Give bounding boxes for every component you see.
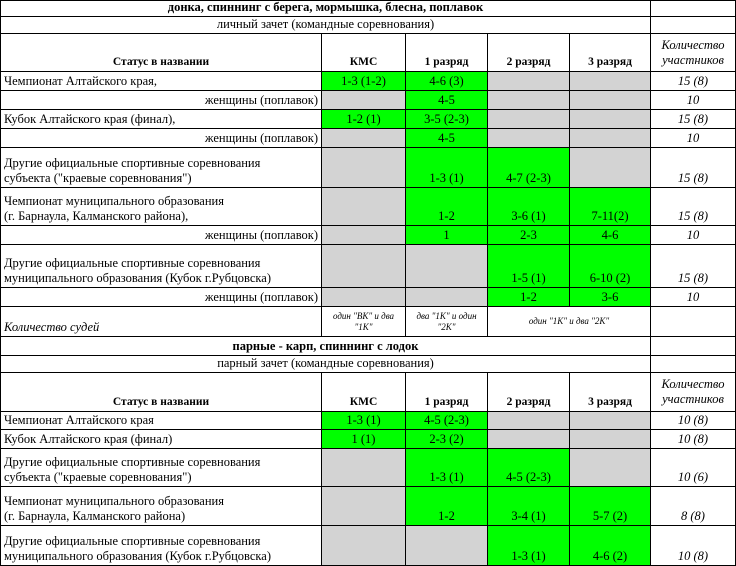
cell-rank3: [570, 148, 651, 188]
empty-cell: [651, 307, 736, 337]
cell-rank2: 3-4 (1): [488, 487, 570, 526]
cell-kms: [322, 288, 406, 307]
cell-rank3: 3-6: [570, 288, 651, 307]
row-name-line2: муниципального образования (Кубок г.Рубцовска): [4, 549, 271, 563]
cell-rank3: 6-10 (2): [570, 245, 651, 288]
cell-rank1: [406, 288, 488, 307]
cell-kms: [322, 129, 406, 148]
judges-kms: один "ВК" и два "1К": [322, 307, 406, 337]
cell-rank1: 4-6 (3): [406, 72, 488, 91]
cell-rank2: [488, 72, 570, 91]
row-name-line2: муниципального образования (Кубок г.Рубцовска): [4, 271, 271, 285]
table-row-name: женщины (поплавок): [0, 226, 322, 245]
cell-count: 10: [651, 288, 736, 307]
cell-count: 10: [651, 226, 736, 245]
row-name-line1: Другие официальные спортивные соревнования: [4, 256, 261, 270]
table-row-name: женщины (поплавок): [0, 129, 322, 148]
cell-rank1: 1-3 (1): [406, 148, 488, 188]
cell-rank2: 4-5 (2-3): [488, 449, 570, 487]
cell-kms: [322, 226, 406, 245]
cell-kms: [322, 148, 406, 188]
cell-rank2: [488, 110, 570, 129]
cell-count: 10 (8): [651, 526, 736, 566]
row-name-line2: (г. Барнаула, Калманского района): [4, 509, 186, 523]
cell-count: 10 (6): [651, 449, 736, 487]
cell-rank1: [406, 526, 488, 566]
cell-rank2: [488, 430, 570, 449]
cell-kms: [322, 91, 406, 110]
cell-kms: [322, 449, 406, 487]
header-participants: [651, 373, 736, 412]
cell-rank3: 4-6: [570, 226, 651, 245]
row-name-line1: Другие официальные спортивные соревнования: [4, 534, 261, 548]
empty-cell: [651, 337, 736, 356]
table-row-name: [0, 188, 322, 226]
cell-rank1: 4-5: [406, 129, 488, 148]
cell-rank1: 1-2: [406, 188, 488, 226]
section2-title: парные - карп, спиннинг с лодок: [0, 337, 651, 356]
cell-rank2: 1-2: [488, 288, 570, 307]
cell-rank1: 1-3 (1): [406, 449, 488, 487]
header-participants: [651, 34, 736, 72]
cell-kms: 1-3 (1-2): [322, 72, 406, 91]
header-rank3: 3 разряд: [570, 373, 651, 412]
cell-rank1: 3-5 (2-3): [406, 110, 488, 129]
cell-rank3: [570, 129, 651, 148]
cell-rank2: 4-7 (2-3): [488, 148, 570, 188]
row-name-line1: Чемпионат муниципального образования: [4, 194, 224, 208]
judges-rank1: два "1К" и один "2К": [406, 307, 488, 337]
cell-rank3: 7-11(2): [570, 188, 651, 226]
table-row-name: Кубок Алтайского края (финал): [0, 430, 322, 449]
header-kms: КМС: [322, 34, 406, 72]
cell-kms: 1-2 (1): [322, 110, 406, 129]
judges-label: Количество судей: [0, 307, 322, 337]
cell-rank2: 3-6 (1): [488, 188, 570, 226]
header-rank2: 2 разряд: [488, 34, 570, 72]
cell-count: 10: [651, 129, 736, 148]
cell-rank2: [488, 412, 570, 430]
row-name-line1: Другие официальные спортивные соревнования: [4, 156, 261, 170]
header-participants-line1: Количество: [661, 37, 725, 52]
cell-rank1: 1: [406, 226, 488, 245]
row-name-line2: субъекта ("краевые соревнования"): [4, 470, 192, 484]
cell-count: 15 (8): [651, 72, 736, 91]
cell-rank3: [570, 110, 651, 129]
section1-subtitle: личный зачет (командные соревнования): [0, 17, 651, 34]
row-name-line1: Чемпионат муниципального образования: [4, 494, 224, 508]
cell-count: 10 (8): [651, 412, 736, 430]
cell-kms: [322, 245, 406, 288]
cell-rank3: 5-7 (2): [570, 487, 651, 526]
cell-rank3: [570, 430, 651, 449]
judges-rank23: один "1К" и два "2К": [488, 307, 651, 337]
cell-count: 15 (8): [651, 188, 736, 226]
table-row-name: [0, 449, 322, 487]
cell-count: 15 (8): [651, 110, 736, 129]
header-rank1: 1 разряд: [406, 373, 488, 412]
header-participants-line2: участников: [662, 52, 724, 67]
header-rank3: 3 разряд: [570, 34, 651, 72]
header-participants-line2: участников: [662, 392, 724, 406]
cell-rank1: 4-5 (2-3): [406, 412, 488, 430]
cell-kms: [322, 188, 406, 226]
empty-cell: [651, 356, 736, 373]
header-status: Статус в названии: [0, 373, 322, 412]
table-row-name: [0, 487, 322, 526]
cell-kms: [322, 487, 406, 526]
cell-rank3: [570, 91, 651, 110]
cell-rank2: 1-3 (1): [488, 526, 570, 566]
cell-kms: 1 (1): [322, 430, 406, 449]
header-status: Статус в названии: [0, 34, 322, 72]
cell-count: 15 (8): [651, 245, 736, 288]
table-row-name: [0, 245, 322, 288]
cell-rank3: [570, 449, 651, 487]
empty-cell: [651, 0, 736, 17]
header-rank2: 2 разряд: [488, 373, 570, 412]
cell-kms: [322, 526, 406, 566]
cell-rank1: 2-3 (2): [406, 430, 488, 449]
table-row-name: Кубок Алтайского края (финал),: [0, 110, 322, 129]
section2-subtitle: парный зачет (командные соревнования): [0, 356, 651, 373]
section1-title: донка, спиннинг с берега, мормышка, блесна, поплавок: [0, 0, 651, 17]
cell-count: 15 (8): [651, 148, 736, 188]
table-row-name: женщины (поплавок): [0, 91, 322, 110]
cell-kms: 1-3 (1): [322, 412, 406, 430]
table-row-name: женщины (поплавок): [0, 288, 322, 307]
row-name-line2: субъекта ("краевые соревнования"): [4, 171, 192, 185]
cell-rank2: [488, 129, 570, 148]
cell-rank3: [570, 412, 651, 430]
table-row-name: Чемпионат Алтайского края,: [0, 72, 322, 91]
header-rank1: 1 разряд: [406, 34, 488, 72]
cell-count: 10 (8): [651, 430, 736, 449]
cell-count: 8 (8): [651, 487, 736, 526]
cell-rank2: [488, 91, 570, 110]
row-name-line2: (г. Барнаула, Калманского района),: [4, 209, 189, 223]
cell-rank1: 4-5: [406, 91, 488, 110]
cell-rank2: 1-5 (1): [488, 245, 570, 288]
table-row-name: [0, 526, 322, 566]
table-row-name: [0, 148, 322, 188]
header-kms: КМС: [322, 373, 406, 412]
cell-rank1: 1-2: [406, 487, 488, 526]
row-name-line1: Другие официальные спортивные соревнования: [4, 455, 261, 469]
table-row-name: Чемпионат Алтайского края: [0, 412, 322, 430]
empty-cell: [651, 17, 736, 34]
cell-rank2: 2-3: [488, 226, 570, 245]
cell-rank3: [570, 72, 651, 91]
cell-rank3: 4-6 (2): [570, 526, 651, 566]
cell-rank1: [406, 245, 488, 288]
header-participants-line1: Количество: [661, 377, 725, 391]
cell-count: 10: [651, 91, 736, 110]
